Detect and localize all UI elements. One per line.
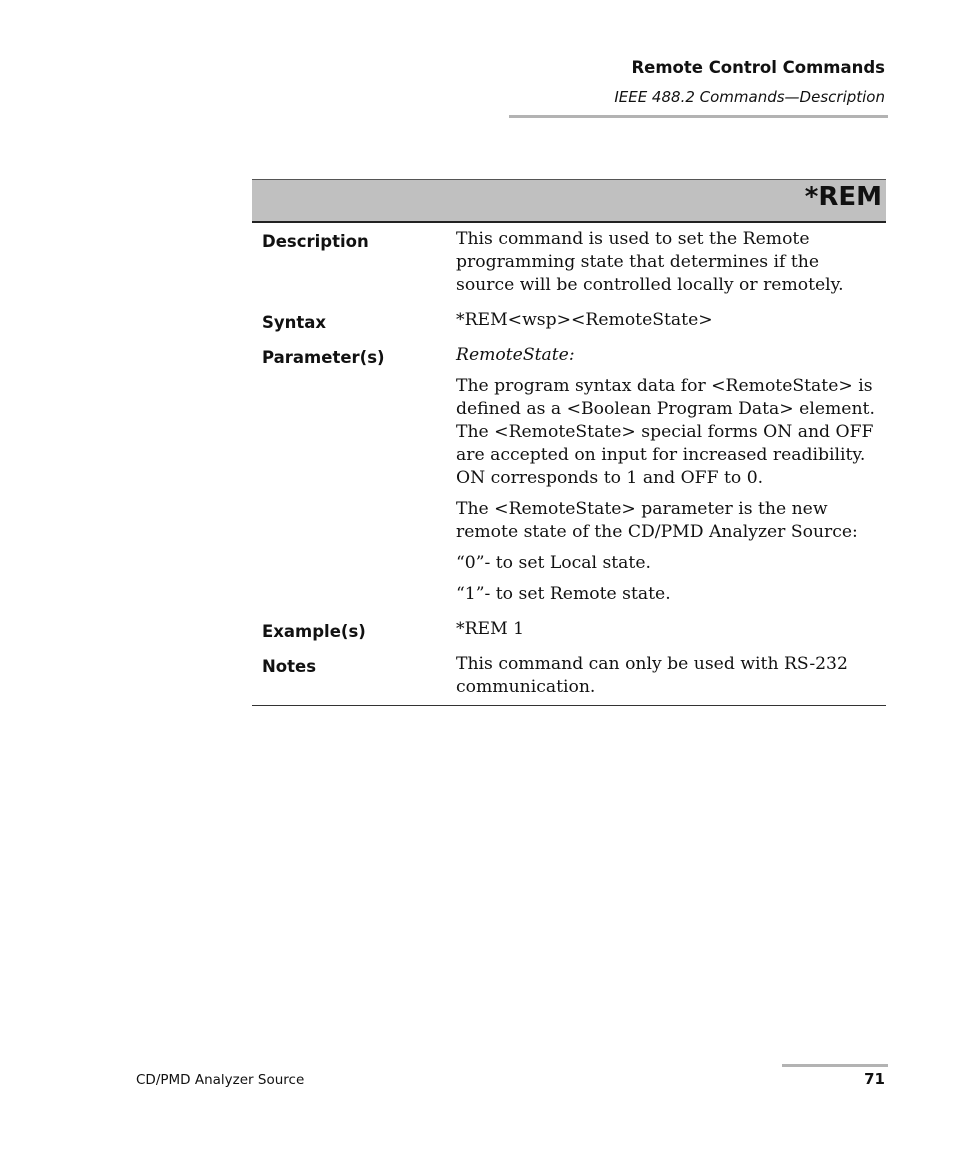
- row-description: [252, 228, 886, 297]
- row-value: [455, 344, 877, 606]
- command-name: *REM: [804, 182, 882, 212]
- row-label: Notes: [262, 657, 317, 676]
- footer-product: CD/PMD Analyzer Source: [136, 1072, 305, 1088]
- description-text: This command is used to set the Remote programming state that determines if the source will be controlled locally or remotely.: [456, 229, 844, 295]
- parameter-paragraph: The program syntax data for <RemoteState> is defined as a <Boolean Program Data> element. The <RemoteState> special forms ON and OFF are accepted on input for increased readibility. ON corresponds to 1 and OFF to 0.: [456, 376, 875, 488]
- running-header-subtitle: IEEE 488.2 Commands—Description: [614, 88, 885, 106]
- parameter-paragraph: The <RemoteState> parameter is the new remote state of the CD/PMD Analyzer Source:: [456, 499, 858, 542]
- notes-text: This command can only be used with RS-232 communication.: [456, 654, 848, 697]
- header-rule: [509, 115, 888, 118]
- command-table: [252, 179, 886, 706]
- command-rows: [252, 223, 886, 706]
- row-label: Parameter(s): [262, 348, 385, 367]
- row-parameters: [252, 344, 886, 606]
- row-label: Example(s): [262, 622, 366, 641]
- syntax-text: *REM<wsp><RemoteState>: [456, 310, 713, 330]
- footer-rule: [782, 1064, 888, 1067]
- row-label: Description: [262, 232, 369, 251]
- page-number: 71: [864, 1070, 885, 1088]
- row-notes: [252, 653, 886, 699]
- row-value: [455, 228, 877, 297]
- row-value: [455, 618, 877, 641]
- running-header-title: Remote Control Commands: [631, 58, 885, 77]
- row-value: [455, 309, 877, 332]
- example-text: *REM 1: [456, 619, 525, 639]
- command-title-bar: [252, 179, 886, 223]
- parameter-name: RemoteState:: [456, 345, 575, 365]
- row-value: [455, 653, 877, 699]
- parameter-paragraph: “1”- to set Remote state.: [456, 584, 671, 604]
- row-examples: [252, 618, 886, 641]
- parameter-paragraph: “0”- to set Local state.: [456, 553, 651, 573]
- row-label: Syntax: [262, 313, 327, 332]
- row-syntax: [252, 309, 886, 332]
